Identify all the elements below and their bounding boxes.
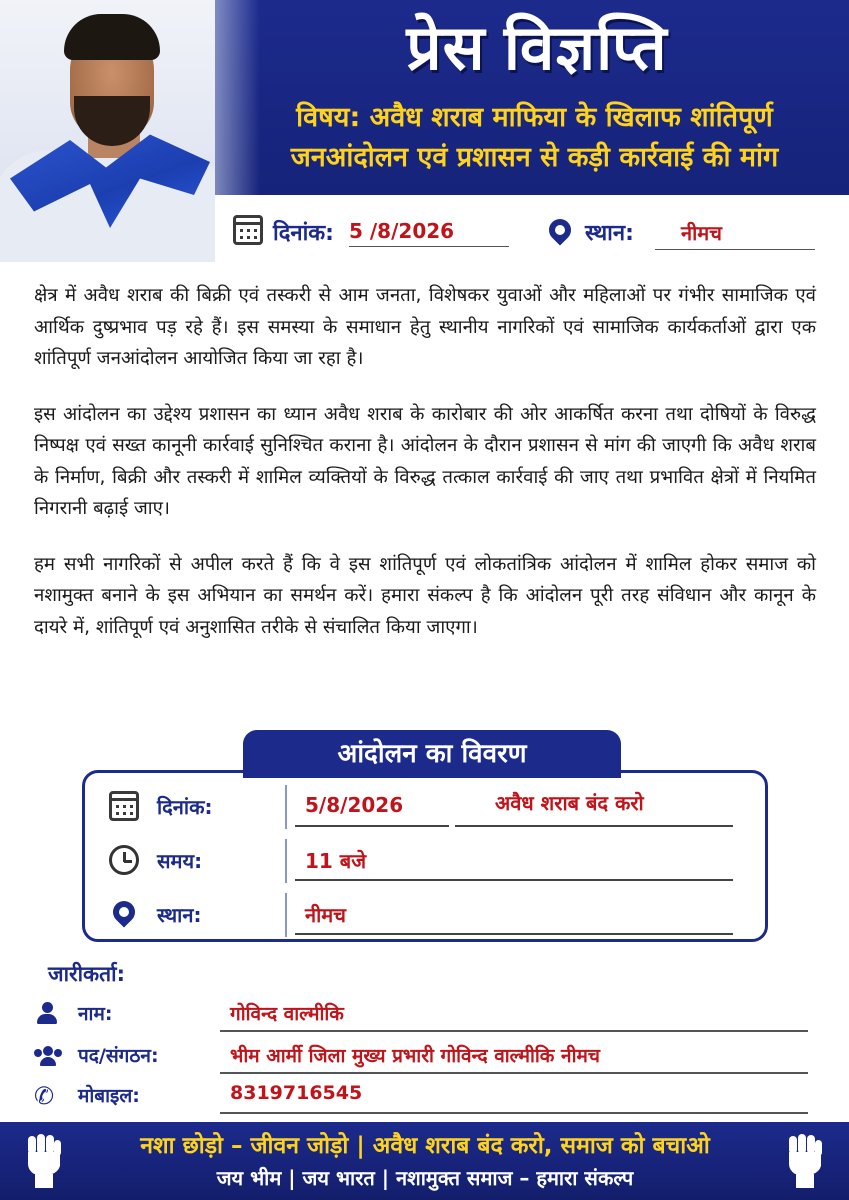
- subject-heading: [220, 98, 849, 178]
- detail-place-label: स्थान:: [157, 903, 202, 927]
- footer-slogan-primary: नशा छोड़ो – जीवन जोड़ो | अवैध शराब बंद करो, समाज को बचाओ: [140, 1133, 710, 1159]
- press-release-body: [34, 280, 816, 667]
- issuer-org-value: भीम आर्मी जिला मुख्य प्रभारी गोविन्द वाल्मीकि नीमच: [230, 1045, 600, 1067]
- issuer-mobile-value: 8319716545: [230, 1082, 363, 1104]
- footer-banner: [0, 1122, 849, 1200]
- detail-slogan: अवैध शराब बंद करो: [495, 791, 644, 815]
- location-pin-icon: [544, 214, 575, 245]
- detail-time-label: समय:: [157, 849, 203, 873]
- calendar-icon: [233, 215, 263, 245]
- subject-line-1: विषय: अवैध शराब माफिया के खिलाफ शांतिपूर्ण: [296, 102, 773, 133]
- date-value: 5 /8/2026: [349, 219, 509, 247]
- body-paragraph: क्षेत्र में अवैध शराब की बिक्री एवं तस्करी से आम जनता, विशेषकर युवाओं और महिलाओं पर गंभीर सामाजिक एवं आर्थिक दुष्प्रभाव पड़ रहे हैं। इस समस्या के समाधान हेतु स्थानीय नागरिकों एवं सामाजिक कार्यकर्ताओं द्वारा एक शांतिपूर्ण जनआंदोलन आयोजित किया जा रहा है।: [34, 285, 816, 369]
- detail-row-date: [85, 779, 765, 835]
- detail-date-value: 5/8/2026: [305, 793, 404, 817]
- issuer-name-value: गोविन्द वाल्मीकि: [230, 1003, 344, 1025]
- phone-icon: ✆: [34, 1082, 55, 1110]
- issuer-row-mobile: [0, 1078, 849, 1118]
- user-icon: [36, 1002, 58, 1024]
- date-label: दिनांक:: [273, 221, 334, 246]
- location-pin-icon: [108, 896, 139, 927]
- person-photo: [0, 0, 215, 262]
- detail-row-place: [85, 887, 765, 943]
- movement-details-box: [82, 770, 768, 942]
- issuer-row-org: [0, 1038, 849, 1078]
- clock-icon: [109, 845, 139, 875]
- body-paragraph: इस आंदोलन का उद्देश्य प्रशासन का ध्यान अवैध शराब के कारोबार की ओर आकर्षित करना तथा दोषियों के विरुद्ध निष्पक्ष एवं सख्त कानूनी कार्रवाई सुनिश्चित कराना है। आंदोलन के दौरान प्रशासन से मांग की जाएगी कि अवैध शराब के निर्माण, बिक्री और तस्करी में शामिल व्यक्तियों के विरुद्ध तत्काल कार्रवाई की जाए तथा प्रभावित क्षेत्रों में नियमित निगरानी बढ़ाई जाए।: [34, 403, 816, 519]
- detail-date-label: दिनांक:: [157, 795, 213, 819]
- issuer-mobile-label: मोबाइल:: [78, 1085, 140, 1107]
- issuer-name-label: नाम:: [78, 1003, 113, 1025]
- footer-slogan-secondary: जय भीम | जय भारत | नशामुक्त समाज – हमारा संकल्प: [216, 1166, 634, 1190]
- issuer-heading: जारीकर्ता:: [48, 962, 125, 986]
- place-value: नीमच: [655, 219, 815, 250]
- subject-line-2: जनआंदोलन एवं प्रशासन से कड़ी कार्रवाई की मांग: [290, 142, 779, 173]
- raised-fist-icon: [783, 1132, 827, 1190]
- raised-fist-icon: [22, 1132, 66, 1190]
- body-paragraph: हम सभी नागरिकों से अपील करते हैं कि वे इस शांतिपूर्ण एवं लोकतांत्रिक आंदोलन में शामिल होकर समाज को नशामुक्त बनाने के इस अभियान का समर्थन करें। हमारा संकल्प है कि आंदोलन पूरी तरह संविधान और कानून के दायरे में, शांतिपूर्ण एवं अनुशासित तरीके से संचालित किया जाएगा।: [34, 553, 816, 638]
- date-place-strip: [215, 195, 849, 265]
- page-title: प्रेस विज्ञप्ति: [406, 14, 668, 83]
- group-icon: [34, 1046, 62, 1066]
- place-label: स्थान:: [585, 221, 634, 246]
- detail-place-value: नीमच: [305, 903, 346, 927]
- details-heading: आंदोलन का विवरण: [243, 730, 621, 778]
- issuer-row-name: [0, 996, 849, 1036]
- detail-row-time: [85, 833, 765, 889]
- detail-time-value: 11 बजे: [305, 849, 367, 873]
- issuer-org-label: पद/संगठन:: [78, 1045, 159, 1067]
- calendar-icon: [109, 791, 139, 821]
